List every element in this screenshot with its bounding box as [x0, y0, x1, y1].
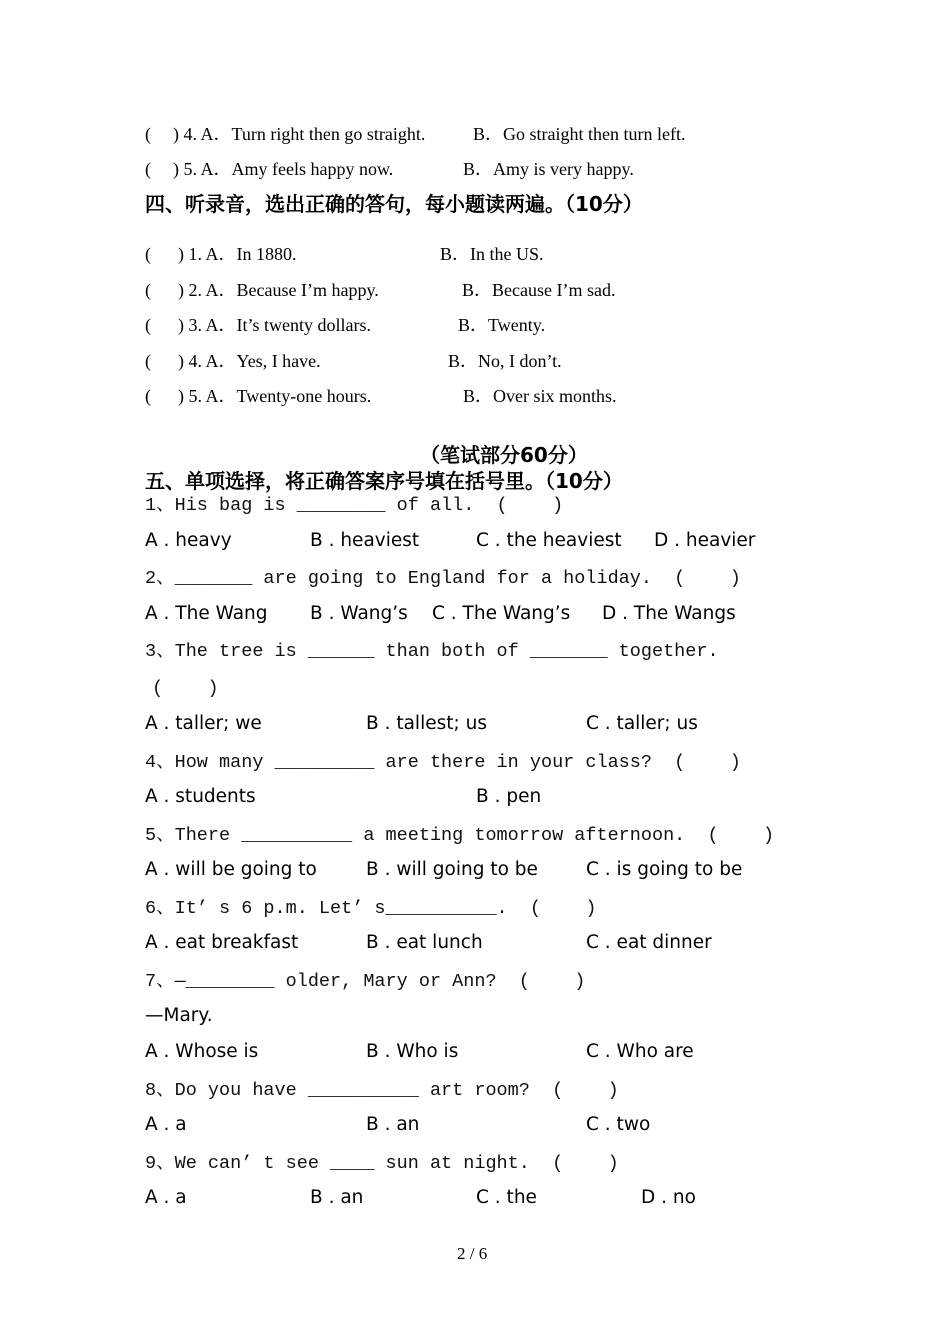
question-5-options-part-2: B . will going to be	[366, 859, 538, 880]
question-7: 7、—________ older, Mary or Ann? ( )	[145, 971, 586, 992]
question-7-options-part-2: B . Who is	[366, 1041, 459, 1062]
question-1-options-part-1: A . heavy	[145, 530, 232, 551]
question-6-options-part-1: A . eat breakfast	[145, 932, 299, 953]
question-4-options-part-2: B . pen	[476, 786, 542, 807]
section-5-heading: 五、单项选择，将正确答案序号填在括号里。（10分）	[145, 469, 623, 493]
question-9-options-part-2: B . an	[310, 1187, 364, 1208]
question-6-options-part-2: B . eat lunch	[366, 932, 483, 953]
listening-4-item-3-part-3: B．Twenty.	[458, 315, 546, 335]
listening-4-item-2-part-3: B．Because I’m sad.	[462, 280, 616, 300]
listening-4-item-5-part-3: B．Over six months.	[463, 386, 617, 406]
question-3-bracket: ( )	[152, 678, 219, 699]
listening-3-item-5-part-2: ) 5. A．Amy feels happy now.	[173, 159, 394, 179]
question-8-options-part-3: C . two	[586, 1114, 651, 1135]
question-2-options-part-1: A . The Wang	[145, 603, 268, 624]
listening-4-item-5-part-1: (	[145, 386, 151, 406]
question-5-options-part-3: C . is going to be	[586, 859, 743, 880]
question-3-options-part-3: C . taller; us	[586, 713, 698, 734]
listening-3-item-4-part-2: ) 4. A．Turn right then go straight.	[173, 124, 426, 144]
listening-3-item-4-part-3: B．Go straight then turn left.	[473, 124, 686, 144]
question-3-options-part-2: B . tallest; us	[366, 713, 487, 734]
question-9: 9、We can’ t see ____ sun at night. ( )	[145, 1153, 619, 1174]
question-8-options-part-1: A . a	[145, 1114, 187, 1135]
question-9-options-part-1: A . a	[145, 1187, 187, 1208]
page-number: 2 / 6	[457, 1244, 488, 1263]
question-5-options-part-1: A . will be going to	[145, 859, 317, 880]
listening-4-item-4-part-1: (	[145, 351, 151, 371]
question-4-options-part-1: A . students	[145, 786, 256, 807]
question-1-options-part-4: D . heavier	[654, 530, 756, 551]
listening-4-item-1-part-3: B．In the US.	[440, 244, 544, 264]
question-2-options-part-4: D . The Wangs	[602, 603, 736, 624]
listening-3-item-5-part-3: B．Amy is very happy.	[463, 159, 634, 179]
listening-4-item-2-part-1: (	[145, 280, 151, 300]
question-8-options-part-2: B . an	[366, 1114, 420, 1135]
question-7-answer: —Mary.	[145, 1005, 213, 1026]
question-7-options-part-3: C . Who are	[586, 1041, 694, 1062]
listening-4-item-4-part-3: B．No, I don’t.	[448, 351, 562, 371]
section-4-heading: 四、听录音，选出正确的答句，每小题读两遍。（10分）	[145, 192, 643, 216]
listening-4-item-2-part-2: ) 2. A．Because I’m happy.	[178, 280, 379, 300]
listening-4-item-1-part-1: (	[145, 244, 151, 264]
listening-4-item-3-part-1: (	[145, 315, 151, 335]
question-2-options-part-2: B . Wang’s	[310, 603, 408, 624]
question-1: 1、His bag is ________ of all. ( )	[145, 495, 564, 516]
question-6: 6、It’ s 6 p.m. Let’ s__________. ( )	[145, 898, 597, 919]
listening-3-item-4-part-1: (	[145, 124, 151, 144]
question-5: 5、There __________ a meeting tomorrow afternoon. ( )	[145, 825, 775, 846]
question-3-options-part-1: A . taller; we	[145, 713, 262, 734]
question-1-options-part-2: B . heaviest	[310, 530, 420, 551]
question-3: 3、The tree is ______ than both of _______ together.	[145, 641, 719, 662]
question-1-options-part-3: C . the heaviest	[476, 530, 622, 551]
question-2-options-part-3: C . The Wang’s	[432, 603, 571, 624]
listening-4-item-5-part-2: ) 5. A．Twenty-one hours.	[178, 386, 372, 406]
listening-4-item-3-part-2: ) 3. A．It’s twenty dollars.	[178, 315, 371, 335]
listening-4-item-1-part-2: ) 1. A．In 1880.	[178, 244, 297, 264]
written-part-title: （笔试部分60分）	[420, 443, 588, 467]
question-7-options-part-1: A . Whose is	[145, 1041, 259, 1062]
listening-4-item-4-part-2: ) 4. A．Yes, I have.	[178, 351, 321, 371]
question-6-options-part-3: C . eat dinner	[586, 932, 712, 953]
listening-3-item-5-part-1: (	[145, 159, 151, 179]
question-9-options-part-3: C . the	[476, 1187, 537, 1208]
question-4: 4、How many _________ are there in your class? ( )	[145, 752, 741, 773]
question-8: 8、Do you have __________ art room? ( )	[145, 1080, 619, 1101]
question-2: 2、_______ are going to England for a holiday. ( )	[145, 568, 741, 589]
question-9-options-part-4: D . no	[641, 1187, 696, 1208]
